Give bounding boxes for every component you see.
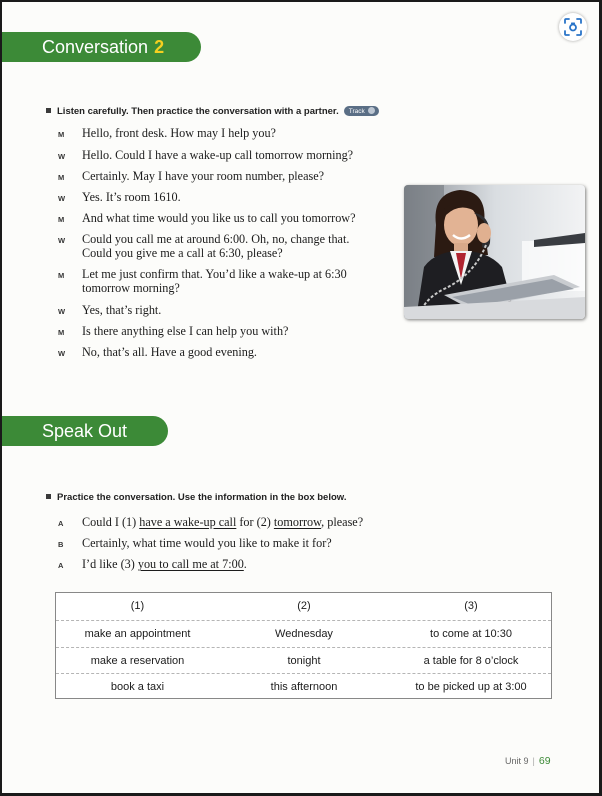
speaker-label: M [58,271,65,280]
receptionist-photo [404,185,585,319]
conversation-instruction-text: Listen carefully. Then practice the conversation with a partner. [57,106,339,117]
table-cell: make an appointment [84,628,191,640]
speaker-label: W [58,194,66,203]
table-header-cell: (2) [297,600,311,612]
table-header-cell: (1) [130,600,145,612]
conversation-number: 2 [154,37,165,57]
dialogue-text: Yes, that’s right. [82,303,162,317]
practice-blank-3: you to call me at 7:00 [137,557,244,571]
table-cell: tonight [287,655,321,667]
dialogue-text-continued: Could you give me a call at 6:30, please? [82,246,283,260]
table-cell: Wednesday [275,628,333,640]
table-cell: to come at 10:30 [430,628,512,640]
speaker-label: M [58,215,65,224]
practice-blank-2: tomorrow [273,515,322,529]
speak-out-section-banner [2,416,168,446]
textbook-page [2,2,599,793]
practice-blank-1: have a wake-up call [139,515,237,529]
scan-camera-icon[interactable] [559,13,587,41]
page-footer [505,755,551,767]
information-table [55,592,552,699]
audio-disc-icon [368,107,375,114]
speak-out-instruction-text: Practice the conversation. Use the information in the box below. [57,492,347,503]
table-cell: make a reservation [90,655,185,667]
speaker-label: A [58,519,64,528]
speaker-label: B [58,540,64,549]
unit-label: Unit 9 [505,756,529,766]
bullet-square-icon [46,108,51,113]
table-cell: book a taxi [110,681,165,693]
conversation-title: Conversation [42,37,149,57]
speaker-label: W [58,236,66,245]
dialogue-text: And what time would you like us to call you tomorrow? [82,211,356,225]
speak-out-instruction [46,492,346,503]
table-header-row [56,593,551,619]
practice-text-part: for (2) [236,515,274,529]
track-label: Track [348,108,365,115]
speaker-label: W [58,307,66,316]
speaker-label: M [58,328,65,337]
conversation-instruction [46,106,379,117]
speaker-label: W [58,349,66,358]
practice-text: Certainly, what time would you like to make it for? [82,536,332,550]
speaker-label: M [58,130,65,139]
speak-out-title: Speak Out [42,421,128,441]
speaker-label: A [58,561,64,570]
dialogue-text: No, that’s all. Have a good evening. [82,345,257,359]
table-row [56,673,551,700]
dialogue-text: Certainly. May I have your room number, please? [82,169,325,183]
practice-text-part: . [243,557,247,571]
footer-separator: | [532,756,535,766]
audio-track-icon[interactable] [344,106,379,116]
practice-text-part: , please? [321,515,364,529]
practice-text-part: Could I (1) [82,515,140,529]
table-row [56,620,551,647]
dialogue-text: Hello, front desk. How may I help you? [82,126,276,140]
dialogue-text-continued: tomorrow morning? [82,281,180,295]
speaker-label: W [58,152,66,161]
dialogue-text: Let me just confirm that. You’d like a wake-up at 6:30 [82,267,347,281]
scan-camera-glyph [563,17,583,37]
practice-text [82,558,247,572]
bullet-square-icon [46,494,51,499]
table-cell: to be picked up at 3:00 [415,681,527,693]
receptionist-illustration [404,185,585,319]
table-cell: a table for 8 o’clock [423,655,519,667]
dialogue-text: Could you call me at around 6:00. Oh, no, change that. [82,232,350,246]
table-row [56,647,551,674]
page-number: 69 [538,755,551,767]
conversation-section-banner [2,32,201,62]
practice-text-part: I’d like (3) [82,557,138,571]
practice-text [82,516,363,530]
dialogue-text: Hello. Could I have a wake-up call tomorrow morning? [82,148,354,162]
dialogue-text: Is there anything else I can help you with? [82,324,289,338]
table-cell: this afternoon [270,681,338,693]
table-header-cell: (3) [464,600,478,612]
speaker-label: M [58,173,65,182]
dialogue-text: Yes. It’s room 1610. [82,190,181,204]
